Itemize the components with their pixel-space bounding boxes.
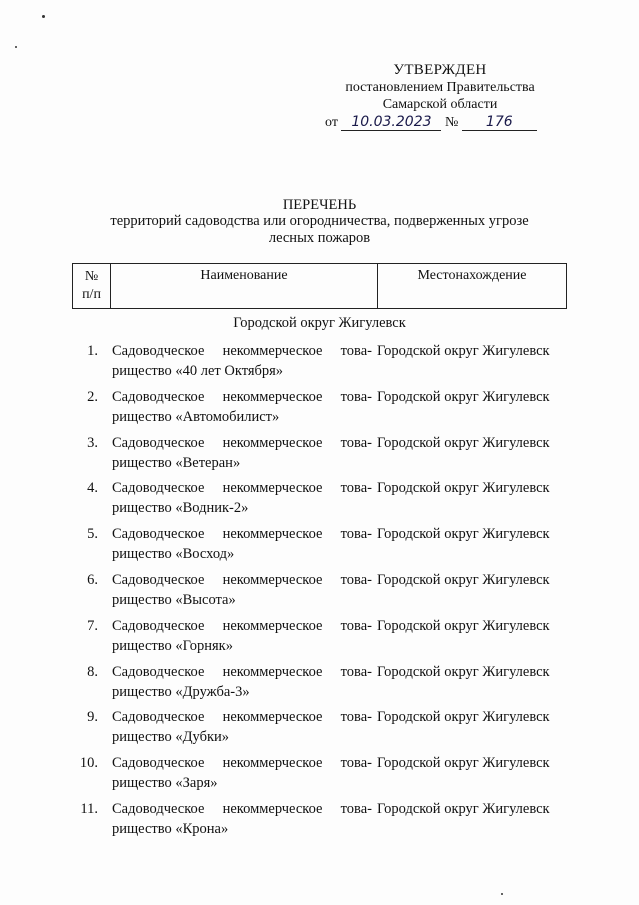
- item-word3: това-: [340, 572, 372, 588]
- scan-speck: [42, 15, 45, 18]
- item-number: 11.: [80, 801, 98, 817]
- item-name: [112, 707, 372, 747]
- item-word2: некоммерческое: [222, 434, 323, 451]
- item-word1: Садоводческое: [112, 526, 205, 543]
- item-word1: Садоводческое: [112, 663, 205, 680]
- item-word1: Садоводческое: [112, 617, 205, 634]
- item-name: [112, 799, 372, 839]
- item-number: 2.: [87, 388, 98, 405]
- item-name-line1: [112, 616, 372, 636]
- scan-speck: [15, 46, 17, 48]
- item-word1: Садоводческое: [112, 388, 205, 405]
- document-subtitle-line2: лесных пожаров: [268, 230, 371, 246]
- item-name-line1: [112, 478, 372, 498]
- item-name: [112, 387, 372, 427]
- table-header: [72, 263, 567, 309]
- approval-block: [300, 62, 580, 113]
- item-name: [112, 341, 372, 381]
- item-number: 10.: [79, 755, 98, 772]
- item-name: [112, 662, 372, 702]
- header-location: Местонахождение: [378, 264, 567, 309]
- item-number: 4.: [87, 480, 98, 497]
- document-title: ПЕРЕЧЕНЬ: [282, 197, 357, 213]
- item-location: Городской округ Жигулевск: [377, 755, 550, 772]
- item-name: [112, 753, 372, 793]
- item-name-line1: [112, 341, 372, 361]
- item-word1: Садоводческое: [112, 755, 205, 772]
- approval-line2: Самарской области: [382, 97, 498, 112]
- item-name-line1: [112, 662, 372, 682]
- item-location: Городской округ Жигулевск: [377, 343, 550, 359]
- number-prefix: №: [444, 115, 459, 130]
- approval-line1: постановлением Правительства: [345, 80, 535, 95]
- item-word3: това-: [340, 663, 372, 680]
- item-name-line1: [112, 707, 372, 727]
- item-number: 8.: [87, 663, 98, 680]
- item-name-line2: рищество «Дубки»: [112, 729, 229, 746]
- item-word1: Садоводческое: [112, 572, 205, 588]
- item-word2: некоммерческое: [222, 572, 323, 588]
- approval-title: УТВЕРЖДЕН: [393, 62, 487, 78]
- item-number: 3.: [87, 434, 98, 451]
- item-word3: това-: [340, 755, 372, 772]
- item-number: 7.: [87, 617, 98, 634]
- header-num-cell: [73, 264, 111, 309]
- number-value: 176: [462, 114, 537, 131]
- item-word1: Садоводческое: [112, 709, 205, 726]
- item-word1: Садоводческое: [112, 480, 205, 497]
- item-location: Городской округ Жигулевск: [377, 801, 550, 817]
- header-num: №: [84, 269, 99, 284]
- item-word3: това-: [340, 801, 372, 817]
- item-word3: това-: [340, 388, 372, 405]
- item-name-line1: [112, 524, 372, 544]
- item-word1: Садоводческое: [112, 801, 205, 817]
- item-word3: това-: [340, 343, 372, 359]
- item-location: Городской округ Жигулевск: [377, 388, 550, 405]
- item-name: [112, 433, 372, 473]
- item-location: Городской округ Жигулевск: [377, 617, 550, 634]
- item-number: 6.: [87, 572, 98, 588]
- document-subtitle-line1: территорий садоводства или огородничества, подверженных угрозе: [110, 213, 529, 229]
- item-name-line2: рищество «40 лет Октября»: [112, 363, 284, 379]
- item-word3: това-: [340, 526, 372, 543]
- date-prefix: от: [325, 115, 338, 130]
- item-name-line2: рищество «Водник-2»: [112, 500, 249, 517]
- item-word3: това-: [340, 617, 372, 634]
- item-name-line1: [112, 387, 372, 407]
- item-name: [112, 524, 372, 564]
- item-name: [112, 570, 372, 610]
- item-name: [112, 616, 372, 656]
- item-word2: некоммерческое: [222, 755, 323, 772]
- item-location: Городской округ Жигулевск: [377, 709, 550, 726]
- item-word2: некоммерческое: [222, 388, 323, 405]
- item-word3: това-: [340, 434, 372, 451]
- section-title: Городской округ Жигулевск: [233, 315, 406, 331]
- item-location: Городской округ Жигулевск: [377, 572, 550, 588]
- item-name-line2: рищество «Высота»: [112, 592, 236, 608]
- item-word1: Садоводческое: [112, 434, 205, 451]
- date-value: 10.03.2023: [341, 114, 441, 131]
- header-name: Наименование: [111, 264, 378, 309]
- item-word2: некоммерческое: [222, 617, 323, 634]
- item-name-line2: рищество «Ветеран»: [112, 454, 241, 471]
- item-name: [112, 478, 372, 518]
- item-name-line2: рищество «Заря»: [112, 775, 218, 792]
- item-word2: некоммерческое: [222, 343, 323, 359]
- item-location: Городской округ Жигулевск: [377, 663, 550, 680]
- item-location: Городской округ Жигулевск: [377, 480, 550, 497]
- item-name-line2: рищество «Горняк»: [112, 637, 233, 654]
- item-number: 5.: [87, 526, 98, 543]
- item-name-line2: рищество «Дружба-3»: [112, 683, 250, 700]
- item-name-line1: [112, 570, 372, 590]
- item-name-line2: рищество «Автомобилист»: [112, 408, 280, 425]
- header-num-sub: п/п: [82, 287, 101, 302]
- item-location: Городской округ Жигулевск: [377, 434, 550, 451]
- item-name-line2: рищество «Крона»: [112, 821, 229, 837]
- item-word2: некоммерческое: [222, 526, 323, 543]
- item-word3: това-: [340, 480, 372, 497]
- item-number: 1.: [87, 343, 98, 359]
- item-word2: некоммерческое: [222, 480, 323, 497]
- item-location: Городской округ Жигулевск: [377, 526, 550, 543]
- item-name-line1: [112, 799, 372, 819]
- approval-date-line: [325, 114, 537, 131]
- item-word2: некоммерческое: [222, 663, 323, 680]
- item-word2: некоммерческое: [222, 709, 323, 726]
- item-name-line2: рищество «Восход»: [112, 546, 235, 563]
- item-name-line1: [112, 433, 372, 453]
- scan-speck: [501, 893, 503, 895]
- item-name-line1: [112, 753, 372, 773]
- item-number: 9.: [87, 709, 98, 726]
- item-word2: некоммерческое: [222, 801, 323, 817]
- item-word3: това-: [340, 709, 372, 726]
- item-word1: Садоводческое: [112, 343, 205, 359]
